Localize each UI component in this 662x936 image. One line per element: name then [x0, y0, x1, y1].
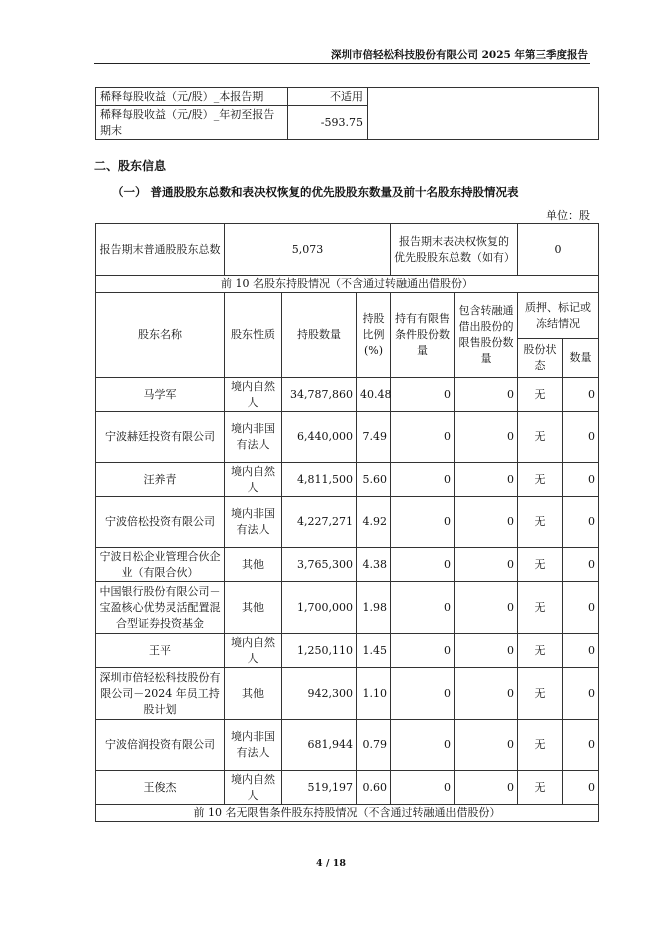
- holder-qty: 0: [563, 463, 599, 497]
- holder-nature: 其他: [225, 668, 282, 720]
- holder-ratio: 7.49: [357, 412, 391, 463]
- holder-qty: 0: [563, 412, 599, 463]
- holder-ratio: 5.60: [357, 463, 391, 497]
- top10-caption: 前 10 名股东持股情况（不含通过转融通出借股份）: [96, 276, 599, 293]
- holder-nature: 境内非国有法人: [225, 720, 282, 771]
- holder-shares: 34,787,860: [282, 378, 357, 412]
- holder-lent: 0: [455, 720, 518, 771]
- table-row: [96, 497, 599, 548]
- unrestricted-caption: 前 10 名无限售条件股东持股情况（不含通过转融通出借股份）: [96, 805, 599, 822]
- col-header-nature: 股东性质: [225, 293, 282, 378]
- holder-restricted: 0: [391, 771, 455, 805]
- holder-nature: 境内非国有法人: [225, 497, 282, 548]
- holder-ratio: 0.79: [357, 720, 391, 771]
- holder-name: 宁波赫廷投资有限公司: [96, 412, 225, 463]
- holder-shares: 1,700,000: [282, 582, 357, 634]
- col-header-status: 股份状态: [518, 339, 563, 378]
- shareholders-table: [95, 223, 599, 822]
- holder-nature: 境内自然人: [225, 378, 282, 412]
- eps-label: 稀释每股收益（元/股）_本报告期: [96, 88, 288, 106]
- holder-qty: 0: [563, 497, 599, 548]
- holder-status: 无: [518, 582, 563, 634]
- holder-ratio: 1.10: [357, 668, 391, 720]
- pref-holders-label: 报告期末表决权恢复的优先股股东总数（如有）: [391, 224, 518, 276]
- header-rule: [94, 63, 590, 64]
- table-row: [96, 634, 599, 668]
- holder-restricted: 0: [391, 548, 455, 582]
- holder-lent: 0: [455, 463, 518, 497]
- table-row: [96, 378, 599, 412]
- holder-restricted: 0: [391, 582, 455, 634]
- holder-nature: 其他: [225, 582, 282, 634]
- holder-restricted: 0: [391, 378, 455, 412]
- col-header-ratio: 持股比例(%): [357, 293, 391, 378]
- pref-holders-value: 0: [518, 224, 599, 276]
- holder-qty: 0: [563, 668, 599, 720]
- table-row: [96, 582, 599, 634]
- holder-name: 王俊杰: [96, 771, 225, 805]
- table-row: [96, 548, 599, 582]
- holder-ratio: 0.60: [357, 771, 391, 805]
- holder-status: 无: [518, 378, 563, 412]
- table-row: [96, 412, 599, 463]
- page-header: 深圳市倍轻松科技股份有限公司 2025 年第三季度报告: [330, 49, 588, 61]
- holder-status: 无: [518, 634, 563, 668]
- holder-name: 宁波倍润投资有限公司: [96, 720, 225, 771]
- holder-status: 无: [518, 463, 563, 497]
- holder-lent: 0: [455, 548, 518, 582]
- col-header-pledge: 质押、标记或冻结情况: [518, 293, 599, 339]
- holder-lent: 0: [455, 771, 518, 805]
- total-holders-label: 报告期末普通股股东总数: [96, 224, 225, 276]
- table-row: [96, 720, 599, 771]
- holder-lent: 0: [455, 412, 518, 463]
- eps-value: -593.75: [288, 106, 368, 140]
- table-row: [96, 771, 599, 805]
- table-row: [96, 463, 599, 497]
- holder-qty: 0: [563, 582, 599, 634]
- page-number: 4 / 18: [316, 858, 346, 869]
- holder-lent: 0: [455, 378, 518, 412]
- holder-status: 无: [518, 720, 563, 771]
- holder-name: 中国银行股份有限公司－宝盈核心优势灵活配置混合型证券投资基金: [96, 582, 225, 634]
- holder-nature: 境内自然人: [225, 634, 282, 668]
- holder-status: 无: [518, 548, 563, 582]
- holder-qty: 0: [563, 548, 599, 582]
- col-header-lent: 包含转融通借出股份的限售股份数量: [455, 293, 518, 378]
- holder-nature: 境内自然人: [225, 771, 282, 805]
- holder-nature: 境内非国有法人: [225, 412, 282, 463]
- holder-status: 无: [518, 497, 563, 548]
- holder-restricted: 0: [391, 720, 455, 771]
- holder-shares: 6,440,000: [282, 412, 357, 463]
- holder-shares: 1,250,110: [282, 634, 357, 668]
- holder-name: 宁波倍松投资有限公司: [96, 497, 225, 548]
- holder-shares: 3,765,300: [282, 548, 357, 582]
- holder-restricted: 0: [391, 668, 455, 720]
- holder-shares: 4,811,500: [282, 463, 357, 497]
- col-header-shares: 持股数量: [282, 293, 357, 378]
- holder-name: 王平: [96, 634, 225, 668]
- eps-blank-cell: [368, 88, 599, 140]
- holder-qty: 0: [563, 720, 599, 771]
- eps-label: 稀释每股收益（元/股）_年初至报告期末: [96, 106, 288, 140]
- holder-restricted: 0: [391, 634, 455, 668]
- total-holders-value: 5,073: [225, 224, 391, 276]
- holder-status: 无: [518, 668, 563, 720]
- holder-status: 无: [518, 771, 563, 805]
- section-title: 二、股东信息: [94, 159, 167, 173]
- holder-lent: 0: [455, 634, 518, 668]
- col-header-qty: 数量: [563, 339, 599, 378]
- holder-shares: 681,944: [282, 720, 357, 771]
- holder-ratio: 4.38: [357, 548, 391, 582]
- eps-table: [95, 87, 599, 140]
- holder-ratio: 40.48: [357, 378, 391, 412]
- holder-nature: 其他: [225, 548, 282, 582]
- holder-restricted: 0: [391, 497, 455, 548]
- holder-qty: 0: [563, 634, 599, 668]
- eps-value: 不适用: [288, 88, 368, 106]
- section-subtitle: （一） 普通股股东总数和表决权恢复的优先股股东数量及前十名股东持股情况表: [112, 185, 519, 199]
- holder-shares: 4,227,271: [282, 497, 357, 548]
- holder-shares: 942,300: [282, 668, 357, 720]
- holder-nature: 境内自然人: [225, 463, 282, 497]
- holder-restricted: 0: [391, 463, 455, 497]
- holder-name: 宁波日松企业管理合伙企业（有限合伙）: [96, 548, 225, 582]
- col-header-name: 股东名称: [96, 293, 225, 378]
- holder-status: 无: [518, 412, 563, 463]
- holder-ratio: 1.45: [357, 634, 391, 668]
- holder-ratio: 4.92: [357, 497, 391, 548]
- holder-name: 汪养青: [96, 463, 225, 497]
- holder-name: 马学军: [96, 378, 225, 412]
- holder-shares: 519,197: [282, 771, 357, 805]
- table-row: [96, 668, 599, 720]
- holder-name: 深圳市倍轻松科技股份有限公司－2024 年员工持股计划: [96, 668, 225, 720]
- col-header-restricted: 持有有限售条件股份数量: [391, 293, 455, 378]
- holder-ratio: 1.98: [357, 582, 391, 634]
- holder-lent: 0: [455, 668, 518, 720]
- holder-qty: 0: [563, 771, 599, 805]
- holder-lent: 0: [455, 497, 518, 548]
- unit-label: 单位：股: [546, 209, 590, 222]
- holder-restricted: 0: [391, 412, 455, 463]
- holder-lent: 0: [455, 582, 518, 634]
- holder-qty: 0: [563, 378, 599, 412]
